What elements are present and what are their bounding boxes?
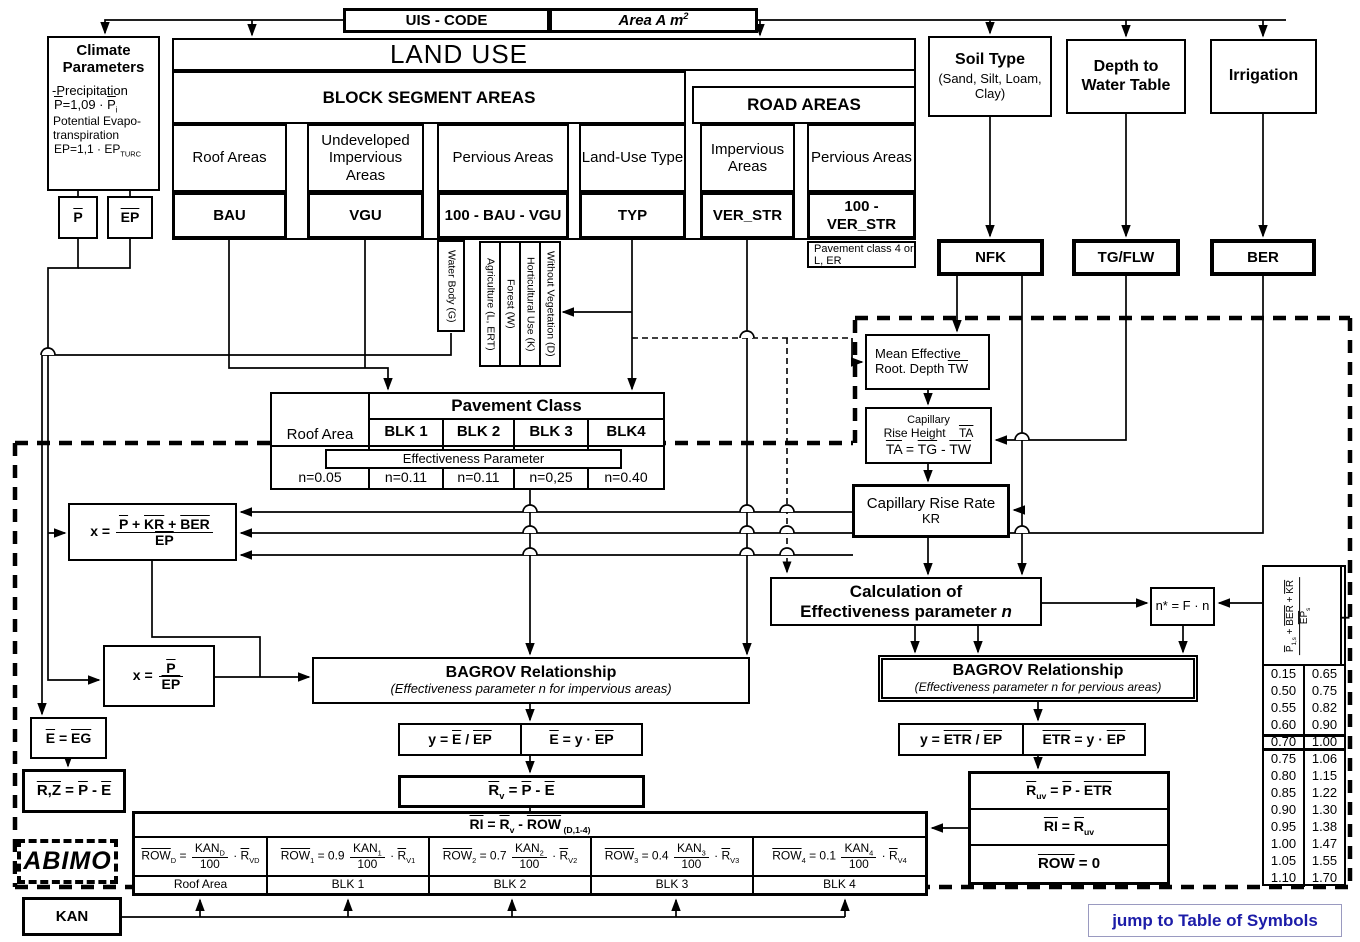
y-equals-etr-ep-cell: $y = \overline{ETR} / \overline{EP}$	[900, 725, 1024, 754]
f-ratio-header: $\overline{P}_{1,s} + \overline{BER} + \overline{KR}$ $\overline{EP}_s$	[1286, 574, 1312, 656]
bau-code-box	[172, 192, 287, 239]
f-table-value: 1.05	[1264, 853, 1305, 870]
label-blk3: BLK 3	[592, 877, 754, 893]
blk4-header: BLK4	[606, 422, 646, 440]
capillary-rise-rate-label: Capillary Rise Rate	[866, 494, 996, 512]
land-use-type-label: Land-Use Type	[581, 149, 684, 167]
land-use-type-box	[579, 124, 686, 192]
ri-equals-ruv-row: $\overline{RI} = \overline{R}_{uv}$	[971, 810, 1167, 846]
row-d-cell: $\overline{ROW}_D$ = $\frac{KAN_D}{100}$ · $\overline{R}_{VD}$	[135, 838, 268, 875]
n-value-blk4: n=0.40	[604, 469, 648, 486]
f-table-row	[1264, 785, 1344, 802]
f-table-value: 0.50	[1264, 683, 1305, 700]
effectiveness-parameter-band: Effectiveness Parameter	[325, 449, 622, 469]
x-formula-2: x = $\frac{\overline{P}}{EP}$	[133, 661, 185, 691]
100-ver-str-code: 100 - VER_STR	[826, 198, 897, 233]
area-box	[549, 8, 758, 33]
land-use-title-band	[172, 38, 916, 71]
blk1-header: BLK 1	[384, 422, 428, 440]
mean-effective-line2: Root. Depth $\overline{TW}$	[875, 361, 968, 376]
f-table-value: 1.38	[1311, 819, 1338, 835]
precipitation-p-box	[58, 196, 98, 239]
pavement-class-table	[270, 392, 665, 490]
f-table-row	[1264, 734, 1344, 751]
rv-formula-box	[398, 775, 645, 808]
x-formula-simple-box	[103, 645, 215, 707]
climate-title-1: Climate	[76, 42, 131, 59]
f-table-row	[1264, 666, 1344, 683]
depth-to-water-table-label: Depth to Water Table	[1081, 58, 1171, 94]
calculation-line1: Calculation of	[849, 581, 963, 601]
calculation-effectiveness-box	[770, 577, 1042, 626]
100-ver-str-code-box	[807, 192, 916, 239]
capillary-label-1: Capillary	[907, 414, 950, 427]
f-ratio-header-cell	[1258, 567, 1342, 664]
abimo-logo-box	[17, 839, 118, 884]
f-table-value: 0.82	[1311, 700, 1338, 716]
mean-effective-root-depth-box	[865, 334, 990, 390]
water-body-label: Water Body (G)	[445, 249, 458, 323]
capillary-rise-height-box	[865, 407, 992, 464]
undeveloped-impervious-areas-label: Undeveloped Impervious Areas	[321, 132, 410, 184]
f-label-header-cell	[1337, 567, 1353, 664]
x-formula-impervious-box	[68, 503, 237, 561]
f-table-value: 0.60	[1264, 717, 1305, 734]
area-label: Area A $m^2$	[618, 11, 689, 30]
soil-type-box	[928, 36, 1052, 117]
ber-code-box	[1210, 239, 1316, 276]
ri-row-table	[132, 811, 928, 896]
row-equals-zero-row: $\overline{ROW} = 0$	[1037, 855, 1101, 873]
roof-areas-label: Roof Areas	[192, 149, 267, 167]
f-table-value: 0.75	[1311, 683, 1338, 699]
f-table-value: 0.70	[1264, 737, 1305, 748]
depth-to-water-table-box	[1066, 39, 1186, 114]
road-areas-title: ROAD AREAS	[747, 95, 861, 115]
without-vegetation-label: Without Vegetation (D)	[544, 251, 557, 357]
e-equals-y-ep-cell: $\overline{E} = y \cdot \overline{EP}$	[549, 731, 614, 748]
e-eg-formula: $\overline{E} = \overline{EG}$	[45, 729, 92, 746]
irrigation-label: Irrigation	[1228, 67, 1299, 85]
soil-type-subtitle: (Sand, Silt, Loam, Clay)	[938, 70, 1042, 101]
jump-to-table-of-symbols-link[interactable]	[1088, 904, 1342, 937]
undeveloped-impervious-areas-box	[307, 124, 424, 192]
f-table-row	[1264, 802, 1344, 819]
f-table-value: 1.70	[1311, 870, 1338, 886]
n-value-roof: n=0.05	[298, 469, 342, 486]
blk2-header: BLK 2	[456, 422, 501, 440]
label-blk2: BLK 2	[430, 877, 592, 893]
f-table-row	[1264, 751, 1344, 768]
row-4-cell: $\overline{ROW}_4 = 0.1$ $\frac{KAN_4}{100}$ · $\overline{R}_{V4}$	[772, 841, 907, 872]
row-1-cell: $\overline{ROW}_1 = 0.9$ $\frac{KAN_1}{100}$ · $\overline{R}_{V1}$	[268, 838, 430, 875]
typ-code: TYP	[617, 206, 648, 224]
f-table-header	[1262, 565, 1353, 666]
f-table-value: 1.55	[1311, 853, 1338, 869]
forest-label: Forest (W)	[504, 279, 517, 329]
f-table-value: 1.22	[1311, 785, 1338, 801]
ri-title-formula: $\overline{RI} = \overline{R}_v - \overline{ROW}$ $_{(D,1-4)}$	[469, 815, 591, 835]
f-table-value: 1.06	[1311, 751, 1338, 767]
bagrov-pervious-subtitle: (Effectiveness parameter n for pervious areas)	[914, 679, 1162, 694]
rv-formula: $\overline{R}_v = \overline{P} - \overline{E}$	[488, 781, 555, 801]
bagrov-impervious-box	[312, 657, 750, 704]
pervious-areas-road-label: Pervious Areas	[811, 149, 912, 167]
pavement-class-4-note-box	[807, 241, 916, 268]
100-bau-vgu-code-box	[437, 192, 569, 239]
f-table-value: 0.85	[1264, 785, 1305, 802]
ber-code: BER	[1247, 248, 1279, 266]
f-table-value: 1.00	[1264, 836, 1305, 853]
100-bau-vgu-code: 100 - BAU - VGU	[444, 206, 562, 224]
climate-pot-evapo-label-2: transpiration	[53, 128, 120, 143]
rz-formula-box	[22, 769, 126, 813]
n-value-blk3: n=0,25	[529, 469, 573, 486]
climate-precipitation-formula: $\overline{P}=1,09 \cdot \overline{P}_i$	[54, 97, 118, 116]
forest-vertical-label-box	[499, 241, 521, 367]
f-table-value: 0.90	[1311, 717, 1338, 733]
label-blk4: BLK 4	[823, 877, 856, 892]
capillary-label-2: Rise Height $\overline{TA}$	[883, 425, 974, 440]
block-segment-areas-title: BLOCK SEGMENT AREAS	[322, 87, 536, 107]
f-table-value: 1.00	[1311, 734, 1338, 750]
p-symbol: $\overline{P}$	[73, 209, 83, 226]
calculation-line2: Effectiveness parameter n	[800, 601, 1012, 621]
f-table-row	[1264, 768, 1344, 785]
blk-label-row	[135, 875, 925, 893]
f-table-value: 1.30	[1311, 802, 1338, 818]
f-table-body	[1262, 664, 1346, 886]
agriculture-label: Agriculture (L, ERT)	[484, 257, 497, 351]
climate-pot-evapo-label-1: Potential Evapo-	[53, 114, 142, 129]
ruv-block	[968, 771, 1170, 885]
bagrov-impervious-title: BAGROV Relationship	[445, 663, 617, 681]
nfk-code-box	[937, 239, 1044, 276]
soil-type-title: Soil Type	[955, 51, 1025, 69]
ver-str-code-box	[700, 192, 795, 239]
vgu-code-box	[307, 192, 424, 239]
f-table-value: 0.15	[1264, 666, 1305, 683]
f-table-value: 0.80	[1264, 768, 1305, 785]
pavement-class-title: Pavement Class	[451, 396, 582, 416]
impervious-areas-road-box	[700, 124, 795, 192]
water-body-vertical-label-box	[437, 240, 465, 332]
tg-flw-code-box	[1072, 239, 1180, 276]
label-blk1: BLK 1	[268, 877, 430, 893]
etr-equals-y-ep-cell: $\overline{ETR} = y \cdot \overline{EP}$	[1042, 731, 1126, 748]
bau-code: BAU	[213, 206, 246, 224]
f-table-row	[1264, 717, 1344, 734]
horticultural-vertical-label-box	[519, 241, 541, 367]
f-table-value: 1.15	[1311, 768, 1338, 784]
y-equals-e-ep-cell: $y = \overline{E} / \overline{EP}$	[400, 725, 522, 754]
bagrov-pervious-box	[878, 655, 1198, 702]
n-star-box	[1150, 587, 1215, 626]
bagrov-pervious-title: BAGROV Relationship	[952, 662, 1124, 680]
ri-title-row	[135, 814, 925, 838]
pervious-areas-block-label: Pervious Areas	[452, 149, 554, 167]
pervious-areas-road-box	[807, 124, 916, 192]
climate-evapo-formula: $EP=1,1 \cdot EP_{TURC}$	[54, 141, 142, 159]
row-formula-row	[135, 838, 925, 875]
impervious-areas-road-label: Impervious Areas	[710, 140, 785, 175]
land-use-title: LAND USE	[389, 38, 529, 69]
f-table-row	[1264, 700, 1344, 717]
f-table-value: 1.47	[1311, 836, 1338, 852]
agriculture-vertical-label-box	[479, 241, 501, 367]
pavement-class-4-note: Pavement class 4 or L, ER	[814, 243, 914, 268]
roof-areas-box	[172, 124, 287, 192]
f-table-value: 0.90	[1264, 802, 1305, 819]
ruv-formula-row: $\overline{R}_{uv} = \overline{P} - \overline{ETR}$	[971, 774, 1167, 810]
horticultural-label: Horticultural Use (K)	[524, 256, 537, 352]
n-star-formula: n* = F · n	[1155, 598, 1210, 614]
row-2-cell: $\overline{ROW}_2 = 0.7$ $\frac{KAN_2}{100}$ · $\overline{R}_{V2}$	[430, 838, 592, 875]
f-table-value: 0.95	[1264, 819, 1305, 836]
n-value-blk2: n=0.11	[457, 469, 500, 486]
mean-effective-line1: Mean Effective	[875, 346, 961, 362]
capillary-rise-rate-box	[852, 484, 1010, 538]
table-divider	[272, 445, 663, 447]
row-3-cell: $\overline{ROW}_3 = 0.4$ $\frac{KAN_3}{100}$ · $\overline{R}_{V3}$	[592, 838, 754, 875]
pervious-areas-block-box	[437, 124, 569, 192]
evapotranspiration-ep-box	[107, 196, 153, 239]
block-segment-areas-band	[172, 71, 686, 124]
f-table-row	[1264, 870, 1344, 887]
bagrov-impervious-subtitle: (Effectiveness parameter n for impervious areas)	[390, 681, 672, 697]
kan-code: KAN	[55, 907, 89, 925]
f-table-value: 1.10	[1264, 870, 1305, 887]
f-table-row	[1264, 853, 1344, 870]
f-label: F	[1337, 611, 1353, 620]
ver-str-code: VER_STR	[712, 206, 783, 224]
uis-code-box	[343, 8, 550, 33]
jump-link-label[interactable]: jump to Table of Symbols	[1112, 910, 1318, 930]
nfk-code: NFK	[975, 248, 1006, 266]
f-table-value: 0.75	[1264, 751, 1305, 768]
f-table-value: 0.55	[1264, 700, 1305, 717]
pavement-roof-area-header: Roof Area	[286, 425, 354, 443]
irrigation-box	[1210, 39, 1317, 114]
abimo-logo: ABIMO	[23, 847, 112, 876]
ep-symbol: $\overline{EP}$	[120, 209, 140, 226]
label-roof-area: Roof Area	[135, 877, 268, 893]
f-table-value: 0.65	[1311, 666, 1338, 682]
vgu-code: VGU	[349, 206, 382, 224]
climate-parameters-box	[47, 36, 160, 191]
climate-precipitation-label: -Precipitation	[52, 82, 128, 98]
f-table-row	[1264, 819, 1344, 836]
road-areas-band	[692, 86, 916, 124]
typ-code-box	[579, 192, 686, 239]
blk3-header: BLK 3	[529, 422, 573, 440]
n-value-blk1: n=0.11	[384, 469, 428, 486]
without-vegetation-vertical-label-box	[539, 241, 561, 367]
e-equals-eg-box	[30, 717, 107, 759]
y-e-formula-box	[398, 723, 643, 756]
kan-code-box	[22, 897, 122, 936]
tg-flw-code: TG/FLW	[1097, 248, 1155, 266]
f-table-row	[1264, 836, 1344, 853]
uis-code-label: UIS - CODE	[405, 11, 488, 29]
kr-symbol: KR	[921, 511, 941, 527]
ta-formula: $\overline{TA} = \overline{TG} - \overline{TW}$	[885, 440, 972, 457]
climate-title-2: Parameters	[62, 59, 145, 77]
f-table-row	[1264, 683, 1344, 700]
rz-formula: $R,Z = \overline{P} - \overline{E}$	[36, 782, 112, 800]
y-etr-formula-box	[898, 723, 1146, 756]
x-formula-1: x = $\frac{\overline{P} + \overline{KR} + \overline{BER}}{EP}$	[90, 517, 215, 547]
